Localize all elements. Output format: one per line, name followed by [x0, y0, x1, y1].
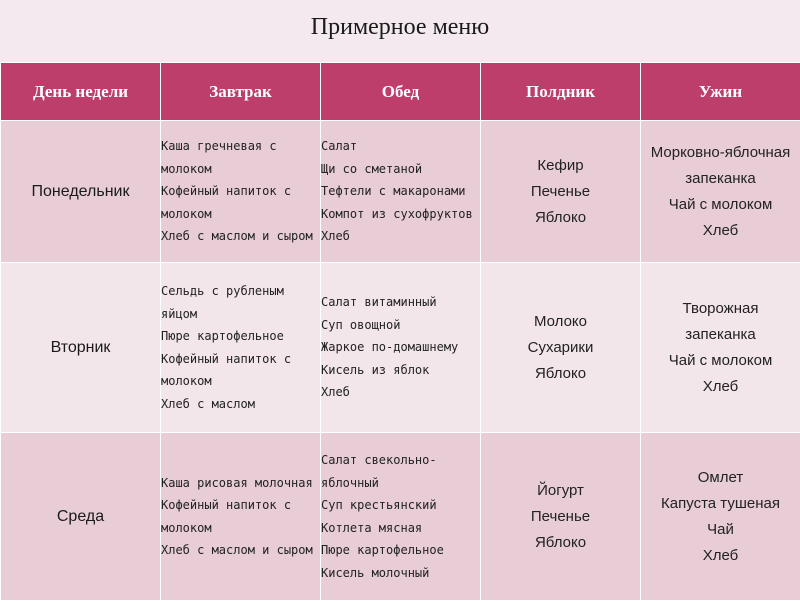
menu-item-line: яйцом — [161, 303, 320, 326]
menu-table — [0, 62, 800, 601]
menu-item-line: Щи со сметаной — [321, 158, 480, 181]
menu-item-line: молоком — [161, 370, 320, 393]
breakfast-cell — [161, 433, 321, 601]
menu-item-line: Яблоко — [481, 205, 640, 231]
header-day: День недели — [1, 63, 161, 121]
page-title: Примерное меню — [0, 14, 800, 41]
menu-item-line: запеканка — [641, 322, 800, 348]
lunch-cell — [321, 433, 481, 601]
dinner-cell — [641, 433, 800, 601]
menu-item-line: Суп крестьянский — [321, 494, 480, 517]
table-row — [1, 121, 800, 263]
day-cell: Вторник — [1, 263, 161, 433]
menu-item-line: Кофейный напиток с — [161, 494, 320, 517]
menu-item-line: Чай с молоком — [641, 192, 800, 218]
menu-item-line: Творожная — [641, 296, 800, 322]
menu-item-line: Котлета мясная — [321, 517, 480, 540]
dinner-cell — [641, 263, 800, 433]
lunch-cell — [321, 121, 481, 263]
table-row — [1, 263, 800, 433]
menu-item-line: Чай с молоком — [641, 348, 800, 374]
menu-item-line: Омлет — [641, 465, 800, 491]
breakfast-cell — [161, 121, 321, 263]
menu-item-line: Яблоко — [481, 361, 640, 387]
menu-item-line: Хлеб — [641, 218, 800, 244]
menu-item-line: Капуста тушеная — [641, 491, 800, 517]
menu-item-line: Компот из сухофруктов — [321, 203, 480, 226]
menu-item-line: Суп овощной — [321, 314, 480, 337]
menu-item-line: Сухарики — [481, 335, 640, 361]
menu-item-line: Кефир — [481, 153, 640, 179]
menu-item-line: Сельдь с рубленым — [161, 280, 320, 303]
dinner-cell — [641, 121, 800, 263]
snack-cell — [481, 433, 641, 601]
menu-item-line: Хлеб с маслом и сыром — [161, 539, 320, 562]
menu-item-line: яблочный — [321, 472, 480, 495]
snack-cell — [481, 263, 641, 433]
menu-item-line: Хлеб — [321, 225, 480, 248]
menu-item-line: Кофейный напиток с — [161, 180, 320, 203]
day-cell: Понедельник — [1, 121, 161, 263]
menu-item-line: Тефтели с макаронами — [321, 180, 480, 203]
menu-item-line: Печенье — [481, 504, 640, 530]
menu-item-line: Хлеб — [641, 543, 800, 569]
menu-item-line: Чай — [641, 517, 800, 543]
lunch-cell — [321, 263, 481, 433]
menu-item-line: Кисель молочный — [321, 562, 480, 585]
menu-item-line: Салат — [321, 135, 480, 158]
table-row — [1, 433, 800, 601]
menu-item-line: запеканка — [641, 166, 800, 192]
menu-item-line: Молоко — [481, 309, 640, 335]
menu-item-line: Хлеб — [321, 381, 480, 404]
menu-item-line: Кисель из яблок — [321, 359, 480, 382]
menu-item-line: молоком — [161, 517, 320, 540]
header-dinner: Ужин — [641, 63, 800, 121]
menu-item-line: Жаркое по-домашнему — [321, 336, 480, 359]
header-snack: Полдник — [481, 63, 641, 121]
menu-item-line: молоком — [161, 203, 320, 226]
snack-cell — [481, 121, 641, 263]
day-cell: Среда — [1, 433, 161, 601]
menu-item-line: Салат свекольно- — [321, 449, 480, 472]
header-breakfast: Завтрак — [161, 63, 321, 121]
menu-item-line: Йогурт — [481, 478, 640, 504]
menu-item-line: Салат витаминный — [321, 291, 480, 314]
menu-item-line: Печенье — [481, 179, 640, 205]
menu-item-line: Каша рисовая молочная — [161, 472, 320, 495]
header-row — [1, 63, 800, 121]
menu-item-line: Кофейный напиток с — [161, 348, 320, 371]
menu-item-line: Хлеб — [641, 374, 800, 400]
menu-item-line: Каша гречневая с — [161, 135, 320, 158]
menu-item-line: Морковно-яблочная — [641, 140, 800, 166]
menu-item-line: Хлеб с маслом и сыром — [161, 225, 320, 248]
menu-item-line: молоком — [161, 158, 320, 181]
menu-item-line: Пюре картофельное — [161, 325, 320, 348]
breakfast-cell — [161, 263, 321, 433]
menu-item-line: Хлеб с маслом — [161, 393, 320, 416]
menu-item-line: Пюре картофельное — [321, 539, 480, 562]
menu-item-line: Яблоко — [481, 530, 640, 556]
header-lunch: Обед — [321, 63, 481, 121]
